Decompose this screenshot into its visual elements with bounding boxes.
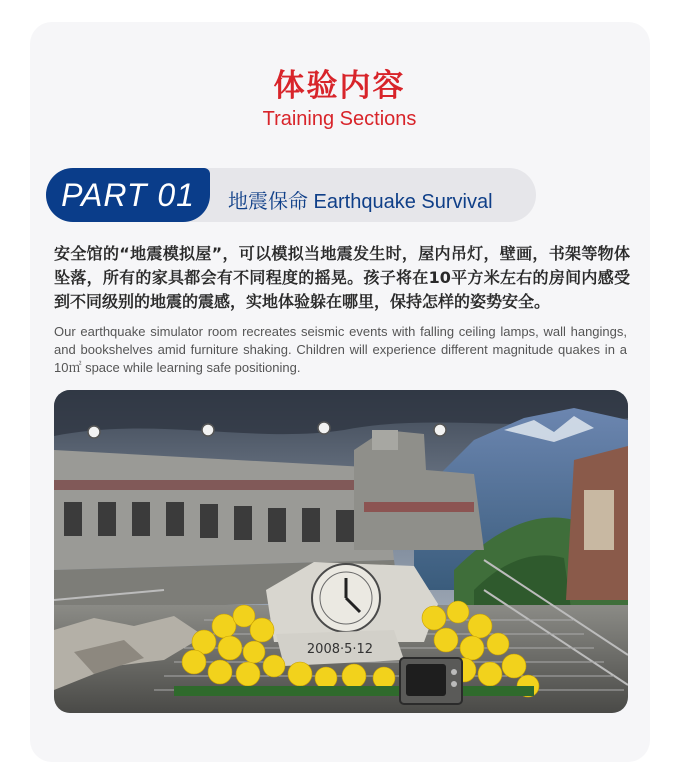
tv-icon: [400, 658, 462, 704]
description-zh: 安全馆的“地震模拟屋”，可以模拟当地震发生时，屋内吊灯，壁画，书架等物体坠落，所有的家具都会有不同程度的摇晃。孩子将在10平方米左右的房间内感受到不同级别的地震的震感，实地体验躲在哪里，保持怎样的姿势安全。: [54, 244, 630, 311]
description-en: Our earthquake simulator room recreates seismic events with falling ceiling lamps, wall hangings, and bookshelves amid furniture shaking. Children will experience different magnitude quakes in a 10㎡ space while learning safe positioning.: [54, 324, 627, 375]
monument-date: 2008·5·12: [306, 642, 374, 657]
page-subtitle: Training Sections: [262, 108, 417, 130]
page-title: 体验内容: [273, 68, 406, 104]
earthquake-room-photo: [54, 390, 628, 713]
part-badge: PART 01: [46, 168, 210, 222]
section-title: 地震保命 Earthquake Survival: [228, 191, 493, 213]
